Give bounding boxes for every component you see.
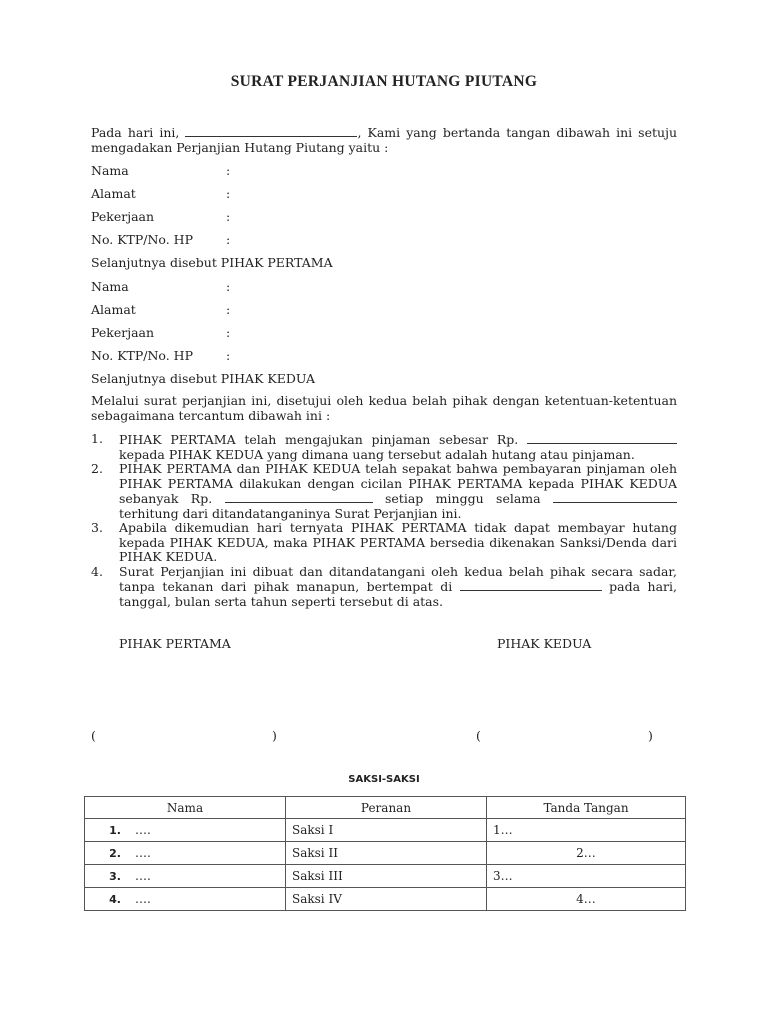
party1-job-label: Pekerjaan: [91, 209, 155, 224]
header-signature: Tanda Tangan: [487, 797, 686, 819]
term-item: [91, 565, 677, 610]
witness-name: ….: [135, 823, 151, 837]
party1-name-label: Nama: [91, 163, 129, 178]
row-number: 3.: [109, 870, 121, 883]
row-number: 2.: [109, 847, 121, 860]
witness-signature: 1…: [487, 819, 686, 842]
term-text: PIHAK PERTAMA telah mengajukan pinjaman sebesar Rp.: [119, 432, 519, 447]
witness-signature: 2…: [487, 842, 686, 865]
witness-name-cell: [85, 819, 286, 842]
witness-table: [84, 796, 686, 911]
signature-label-first-party: PIHAK PERTAMA: [119, 636, 231, 651]
term-text: kepada PIHAK KEDUA yang dimana uang tersebut adalah hutang atau pinjaman.: [119, 446, 635, 462]
party2-job-label: Pekerjaan: [91, 325, 155, 340]
party1-designation: Selanjutnya disebut PIHAK PERTAMA: [91, 255, 333, 270]
witness-name-cell: [85, 888, 286, 911]
table-row: [85, 865, 686, 888]
party1-job-sep: :: [226, 209, 231, 224]
signature-open-bracket-left: (: [91, 728, 96, 743]
row-number: 4.: [109, 893, 121, 906]
witness-name-cell: [85, 865, 286, 888]
witness-role: Saksi II: [286, 842, 487, 865]
witness-role: Saksi III: [286, 865, 487, 888]
term-text: PIHAK PERTAMA dan PIHAK KEDUA telah sepakat bahwa pembayaran pinjaman oleh PIHAK PERTAMA dilakukan dengan cicilan PIHAK PERTAMA kepada PIHAK KEDUA sebanyak Rp.: [119, 461, 677, 506]
term-number: 1.: [91, 431, 103, 446]
witness-name: ….: [135, 846, 151, 860]
installment-amount-blank: [225, 491, 373, 503]
term-item: [91, 462, 677, 521]
party1-id-label: No. KTP/No. HP: [91, 232, 193, 247]
intro-text-start: Pada hari ini,: [91, 125, 180, 140]
term-text: terhitung dari ditandatanganinya Surat Perjanjian ini.: [119, 505, 462, 521]
term-number: 3.: [91, 520, 103, 535]
witness-title: SAKSI-SAKSI: [348, 774, 420, 785]
signature-close-bracket-left: ): [272, 728, 277, 743]
signature-close-bracket-right: ): [648, 728, 653, 743]
terms-list: [91, 432, 677, 609]
witness-signature: 4…: [487, 888, 686, 911]
signature-label-second-party: PIHAK KEDUA: [497, 636, 592, 651]
term-item: [91, 432, 677, 462]
witness-name-cell: [85, 842, 286, 865]
party2-designation: Selanjutnya disebut PIHAK KEDUA: [91, 371, 316, 386]
party2-id-label: No. KTP/No. HP: [91, 348, 193, 363]
witness-name: ….: [135, 869, 151, 883]
location-blank: [460, 579, 602, 591]
intro-text-end: , Kami yang bertanda tangan dibawah ini setuju mengadakan Perjanjian Hutang Piutang yaitu :: [91, 125, 677, 155]
party1-address-sep: :: [226, 186, 231, 201]
duration-blank: [553, 491, 677, 503]
party1-address-label: Alamat: [91, 186, 136, 201]
witness-signature: 3…: [487, 865, 686, 888]
party1-name-sep: :: [226, 163, 231, 178]
term-text: Apabila dikemudian hari ternyata PIHAK PERTAMA tidak dapat membayar hutang kepada PIHAK KEDUA, maka PIHAK PERTAMA bersedia dikenakan Sanksi/Denda dari PIHAK KEDUA.: [119, 520, 677, 564]
header-name: Nama: [85, 797, 286, 819]
table-row: [85, 888, 686, 911]
party2-address-label: Alamat: [91, 302, 136, 317]
term-text: setiap minggu selama: [385, 491, 541, 506]
term-item: [91, 521, 677, 565]
date-blank: [185, 125, 357, 137]
table-row: [85, 842, 686, 865]
party2-name-sep: :: [226, 279, 231, 294]
term-text: Surat Perjanjian ini dibuat dan ditandatangani oleh kedua belah pihak secara sadar, tanpa tekanan dari pihak manapun, bertempat di: [119, 563, 677, 594]
witness-name: ….: [135, 892, 151, 906]
table-row: [85, 819, 686, 842]
party2-job-sep: :: [226, 325, 231, 340]
witness-table-header: [85, 797, 686, 819]
document-title: SURAT PERJANJIAN HUTANG PIUTANG: [230, 73, 538, 90]
term-number: 2.: [91, 461, 103, 476]
witness-role: Saksi IV: [286, 888, 487, 911]
term-text: pada hari, tanggal, bulan serta tahun seperti tersebut di atas.: [119, 579, 677, 609]
intro-paragraph: [91, 125, 677, 155]
party2-name-label: Nama: [91, 279, 129, 294]
term-number: 4.: [91, 563, 103, 579]
party2-address-sep: :: [226, 302, 231, 317]
witness-role: Saksi I: [286, 819, 487, 842]
row-number: 1.: [109, 824, 121, 837]
header-role: Peranan: [286, 797, 487, 819]
loan-amount-blank: [527, 432, 677, 444]
party2-id-sep: :: [226, 348, 231, 363]
signature-open-bracket-right: (: [476, 728, 481, 743]
party1-id-sep: :: [226, 232, 231, 247]
terms-intro: Melalui surat perjanjian ini, disetujui oleh kedua belah pihak dengan ketentuan-ketentuan sebagaimana tercantum dibawah ini :: [91, 393, 677, 423]
